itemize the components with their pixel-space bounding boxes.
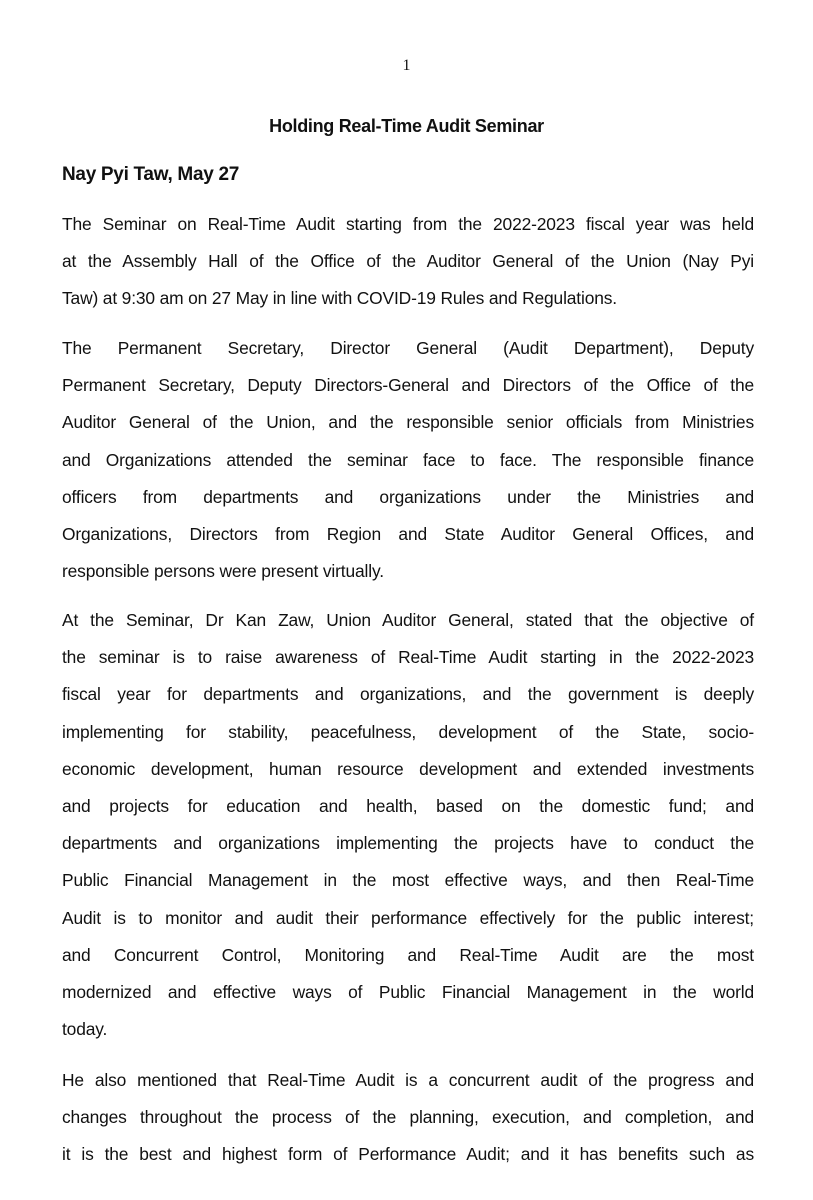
paragraph-line: Taw) at 9:30 am on 27 May in line with COVID-19 Rules and Regulations.: [62, 288, 617, 309]
paragraph-line: the seminar is to raise awareness of Real-Time Audit starting in the 2022-2023: [62, 647, 754, 668]
paragraph-line: and Organizations attended the seminar face to face. The responsible finance: [62, 449, 754, 470]
dateline: Nay Pyi Taw, May 27: [62, 164, 239, 185]
paragraph-line: today.: [62, 1019, 108, 1040]
paragraph-line: Auditor General of the Union, and the responsible senior officials from Ministries: [62, 412, 754, 433]
paragraph-line: fiscal year for departments and organizations, and the government is deeply: [62, 684, 754, 705]
paragraph-3: [62, 602, 754, 1048]
paragraph-line: it is the best and highest form of Performance Audit; and it has benefits such as: [62, 1144, 754, 1165]
page-number: 1: [402, 57, 411, 74]
paragraph-line: and projects for education and health, based on the domestic fund; and: [62, 795, 754, 816]
paragraph-line: He also mentioned that Real-Time Audit is a concurrent audit of the progress and: [62, 1070, 754, 1090]
paragraph-line: Public Financial Management in the most effective ways, and then Real-Time: [62, 870, 754, 891]
paragraph-line: officers from departments and organizations under the Ministries and: [62, 486, 754, 507]
paragraph-line: and Concurrent Control, Monitoring and Real-Time Audit are the most: [62, 944, 754, 965]
paragraph-line: The Permanent Secretary, Director General (Audit Department), Deputy: [62, 338, 754, 358]
paragraph-line: The Seminar on Real-Time Audit starting from the 2022-2023 fiscal year was held: [62, 214, 754, 234]
paragraph-1: [62, 206, 754, 318]
paragraph-line: modernized and effective ways of Public Financial Management in the world: [62, 981, 754, 1002]
paragraph-line: implementing for stability, peacefulness, development of the State, socio-: [62, 721, 754, 742]
paragraph-line: changes throughout the process of the planning, execution, and completion, and: [62, 1107, 754, 1128]
paragraph-4: [62, 1062, 754, 1174]
article-title: Holding Real-Time Audit Seminar: [269, 116, 544, 136]
paragraph-line: At the Seminar, Dr Kan Zaw, Union Auditor General, stated that the objective of: [62, 610, 754, 630]
paragraph-line: responsible persons were present virtually.: [62, 561, 384, 582]
paragraph-2: [62, 330, 754, 590]
paragraph-line: at the Assembly Hall of the Office of the Auditor General of the Union (Nay Pyi: [62, 251, 754, 272]
paragraph-line: Permanent Secretary, Deputy Directors-General and Directors of the Office of the: [62, 375, 754, 396]
paragraph-line: departments and organizations implementing the projects have to conduct the: [62, 833, 754, 854]
paragraph-line: Audit is to monitor and audit their performance effectively for the public interest;: [62, 907, 754, 928]
paragraph-line: economic development, human resource development and extended investments: [62, 758, 754, 779]
paragraph-line: Organizations, Directors from Region and State Auditor General Offices, and: [62, 523, 754, 544]
